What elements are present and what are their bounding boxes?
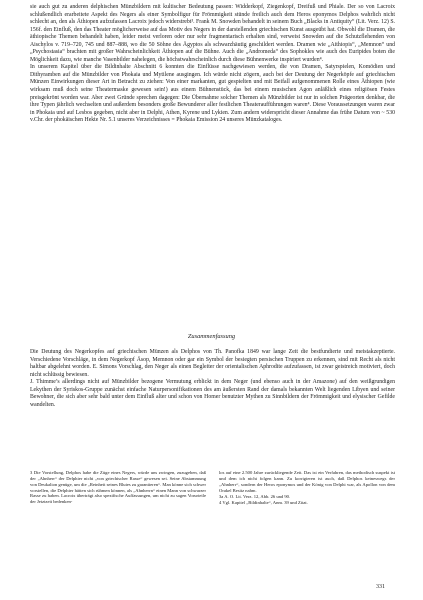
section-heading: Zusammenfassung: [187, 333, 236, 340]
page-number: 331: [376, 584, 385, 590]
footnotes-left-column: [30, 470, 206, 507]
body-paragraph: sie auch gut zu anderen delphischen Münzbildern mit kultischer Bedeutung passen: Widderkopf, Ziegenkopf, Dreifuß und Phiale. Der so von Lacroix schlußendlich erarbeitete Aspekt des Negers als einer Symbolfigur für Frömmigkeit stünde freilich auch dem Heros eponymos Delphos wahrlich nicht schlecht an, den als Äthiopen aufzufassen Lacroix jedoch widerstrebt³. Frank M. Snowden behandelt in seinem Buch „Blacks in Antiquity“ (Lit. Verz. 12) S. 156f. den Einfluß, den das Theater möglicherweise auf das Motiv des Negers in der darstellenden griechischen Kunst ausgeübt hat. Obwohl die Dramen, die äthiopische Themen behandelt haben, leider meist verloren oder nur sehr fragmentarisch erhalten sind, verweist Snowden auf die Schutzflehenden von Aischylos v. 719–720, 745 und 887–888, wo die 50 Söhne des Ägyptos als schwarzhäutig geschildert werden. Dramen wie „Aithiopis“, „Memnon“ und „Psychostasia“ brachten mit großer Wahrscheinlichkeit Äthiopen auf die Bühne. Auch die „Andromeda“ des Sophokles wie auch des Euripides boten die Möglichkeit dazu, wie manche Vasenbilder nahelegen, die höchstwahrscheinlich durch diese Bühnenwerke inspiriert wurden⁴.: [30, 4, 395, 63]
footnote: 3 Die Vorstellung, Delphos habe die Züge eines Negers, würde uns zwingen, zuzugeben, daß der „Ahnherr“ der Delphier nicht „von griechischer Rasse“ gewesen sei. Seine Abstammung von Deukalion genüge, um die „Reinheit seines Blutes zu garantieren“. Man könne sich schwer vorstellen, die Delphier hätten sich rühmen können, als „Ahnherrn“ einen Mann von schwarzer Rasse zu haben. Lacroix überträgt also spezifische Auffassungen, um nicht zu sagen Vorurteile der Jetztzeit bedenken-: [30, 470, 206, 505]
footnote: 4 Vgl. Kapitel „Bildinhalte“, Anm. 39 und Zitat.: [219, 500, 308, 506]
footnote: 3a A. O. Lit. Verz. 12, Abb. 26 und 90.: [219, 493, 291, 499]
summary-paragraph: J. Thimme’s allerdings nicht auf Münzbilder bezogene Vermutung erblickt in dem Neger (und ebenso auch in der Amazone) auf den weißgrundigen Lekythen der Syriskos-Gruppe zunächst einfache Naturpersonifikationen des am äußersten Rand der damals bekannten Welt liegenden Libyen und seiner Bewohner, die sich aber sehr bald unter dem Einfluß alter und schon von Homer benutzter Mythen zu Sinnbildern der Frömmigkeit und elysischer Gefilde wandelten.: [30, 379, 395, 408]
summary-text: [30, 349, 395, 409]
footnotes-right-column: [219, 470, 395, 507]
footnote: los auf eine 2.500 Jahre zurückliegende Zeit. Das ist ein Verfahren, das methodisch suspekt ist und dem ich nicht folgen kann. Zu korrigieren ist auch, daß Delphos keineswegs der „Ahnherr“, sondern der Heros eponymos und der König von Delphi war, als Apollon von dem Orakel Besitz nahm.: [219, 470, 395, 493]
footnotes: [30, 470, 395, 507]
summary-paragraph: Die Deutung des Negerkopfes auf griechischen Münzen als Delphos von Th. Panofka 1849 war lange Zeit die bestfundierte und meistakzeptierte. Verschiedene Vorschläge, in dem Negerkopf Äsop, Memnon oder gar ein Symbol der besiegten persischen Truppen zu erkennen, sind mit Recht als nicht haltbar abgelehnt worden. E. Simons Vorschlag, den Neger als einen Begleiter der orientalischen Aphrodite aufzufassen, ist zwar geistreich motiviert, doch nicht schlüssig bewiesen.: [30, 349, 395, 378]
body-text: [30, 4, 395, 125]
body-paragraph: In unserem Kapitel über die Bildinhalte Abschnitt 6 konnten die Einflüsse nachgewiesen werden, die von Dramen, Satyrspielen, Komödien und Dithyramben auf die Münzbilder von Phokaia und Mytilene ausgingen. Ich würde nicht zögern, auch bei der Deutung der Negerköpfe auf griechischen Münzen Einwirkungen dieser Art in Betracht zu ziehen: Von einer markanten, gut gespielten und mit Beifall aufgenommenen Rolle eines Äthiopen (wie wirksam muß doch seine Theatermaske gewesen sein!) aus einem Bühnenstück, das bei einem musischen Agon anläßlich eines religiösen Festes preisgekrönt worden war. Aber zwei Gründe sprechen dagegen: Die Übernahme solcher Themen als Münzbilder ist nur in solchen Prägeorten denkbar, die ihre Typen jährlich wechselten und außerdem besonders große Bewunderer aller festlichen Theateraufführungen waren⁴. Diese Voraussetzungen waren zwar in Phokaia und auf Lesbos gegeben, nicht aber in Delphi, Athen, Kyrene und Lykien. Zum andern widerspricht dieser Annahme das frühe Datum von ~ 530 v.Chr. der phokäischen Hekte Nr. 5.1 unseres Verzeichnisses = Phokaia Emission 24 unseres Münzkataloges.: [30, 64, 395, 124]
